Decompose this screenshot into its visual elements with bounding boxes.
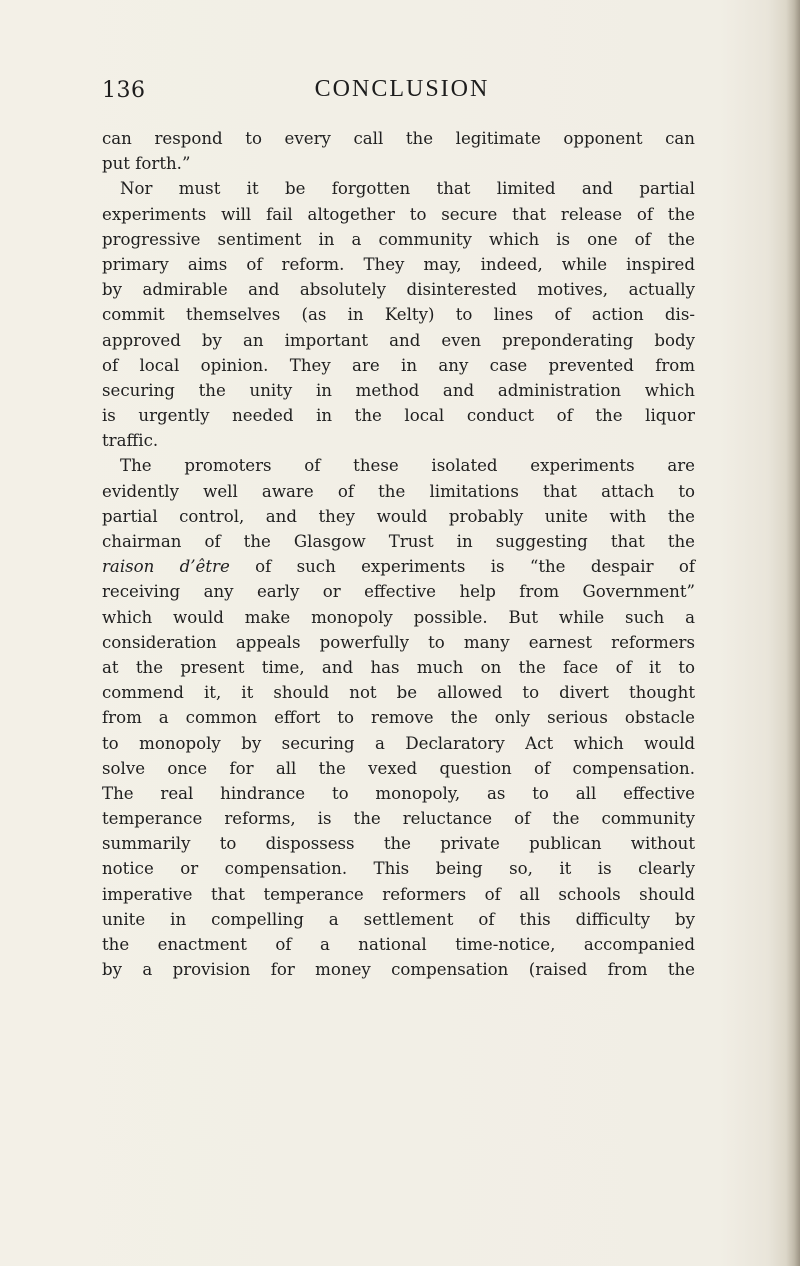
text-line: temperance reforms, is the reluctance of the community: [102, 809, 695, 829]
text-line: receiving any early or effective help from Government”: [102, 582, 695, 602]
text-line: partial control, and they would probably unite with the: [102, 506, 695, 526]
text-line: the enactment of a national time-notice, accompanied: [102, 935, 695, 954]
text-line: approved by an important and even preponderating body: [102, 330, 695, 350]
text-line: at the present time, and has much on the face of it to: [102, 657, 695, 677]
text-line: notice or compensation. This being so, it is clearly: [102, 859, 695, 879]
text-line: of local opinion. They are in any case prevented from: [102, 355, 695, 375]
text-line: put forth.”: [102, 154, 191, 174]
text-line: can respond to every call the legitimate opponent can: [102, 129, 695, 148]
text-line: chairman of the Glasgow Trust in suggesting that the: [102, 532, 695, 551]
page-edge-shadow: [786, 0, 800, 1266]
text-line: summarily to dispossess the private publican without: [102, 834, 695, 854]
text-line: traffic.: [102, 431, 159, 451]
text-line-with-italic: [102, 554, 695, 579]
text-line: commit themselves (as in Kelty) to lines of action dis-: [102, 305, 695, 325]
text-line: progressive sentiment in a community which is one of the: [102, 229, 695, 249]
running-head: CONCLUSION: [314, 76, 490, 102]
text-line: imperative that temperance reformers of all schools should: [102, 884, 695, 904]
body-text: [102, 126, 695, 982]
text-line: from a common effort to remove the only serious obstacle: [102, 708, 695, 728]
italic-phrase: raison d’être: [102, 557, 230, 577]
text-line: solve once for all the vexed question of compensation.: [102, 758, 695, 778]
page-header: [102, 72, 702, 112]
text-line: to monopoly by securing a Declaratory Act which would: [102, 733, 695, 753]
paragraph-start-line: Nor must it be forgotten that limited and partial: [120, 179, 695, 199]
text-line: commend it, it should not be allowed to divert thought: [102, 683, 695, 703]
text-line: primary aims of reform. They may, indeed, while inspired: [102, 254, 695, 274]
text-line: experiments will fail altogether to secure that release of the: [102, 204, 695, 224]
text-line: The real hindrance to monopoly, as to all effective: [102, 783, 695, 803]
text-line: securing the unity in method and administration which: [102, 380, 695, 400]
paragraph-start-line: The promoters of these isolated experiments are: [120, 456, 695, 476]
text-line: by admirable and absolutely disinterested motives, actually: [102, 280, 695, 300]
text-line: is urgently needed in the local conduct of the liquor: [102, 406, 695, 426]
text-line: unite in compelling a settlement of this difficulty by: [102, 909, 695, 929]
text-line: by a provision for money compensation (raised from the: [102, 960, 695, 980]
text-line: consideration appeals powerfully to many earnest reformers: [102, 632, 695, 652]
text-line: evidently well aware of the limitations that attach to: [102, 481, 695, 501]
text-line: which would make monopoly possible. But while such a: [102, 607, 695, 627]
page-number: 136: [102, 78, 146, 103]
text-line-rest: of such experiments is “the despair of: [229, 557, 695, 577]
